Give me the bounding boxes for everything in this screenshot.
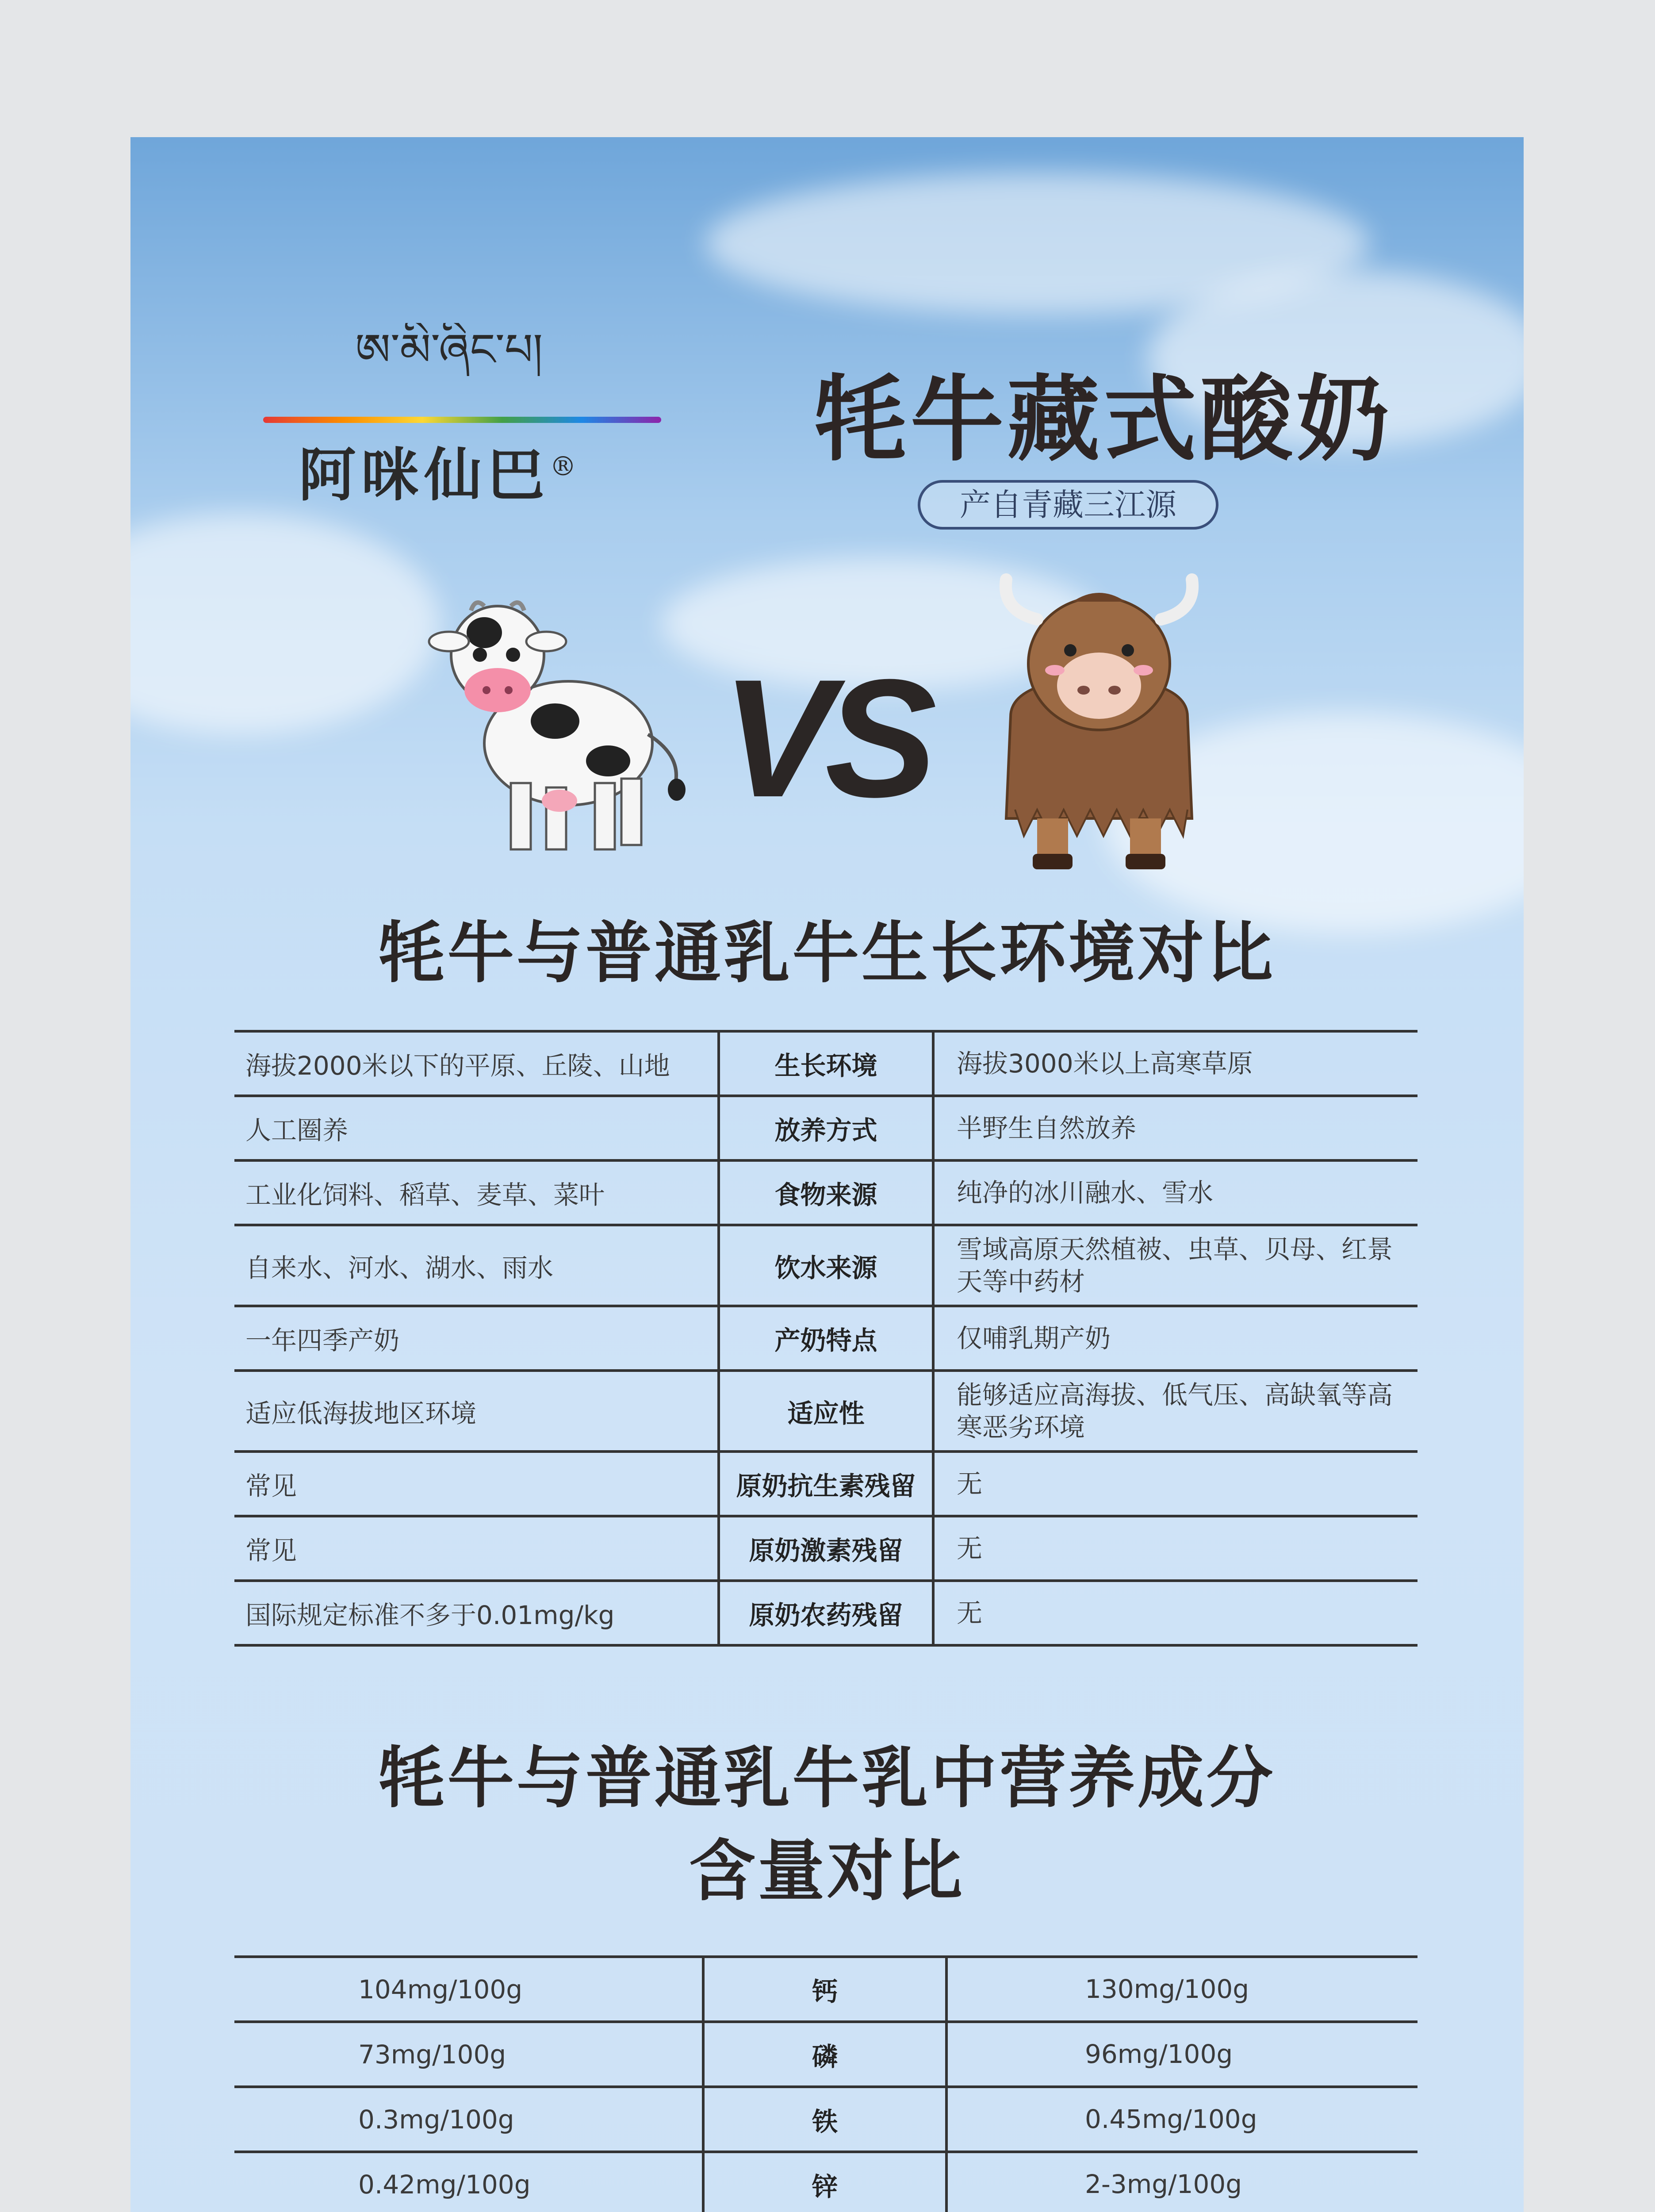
- nutrition-title-line2: 含量对比: [689, 1833, 965, 1910]
- yak-value-cell: 纯净的冰川融水、雪水: [933, 1160, 1417, 1225]
- yak-value-cell: 雪域高原天然植被、虫草、贝母、红景天等中药材: [933, 1225, 1417, 1306]
- attribute-cell: 磷: [703, 2022, 946, 2087]
- yak-value-cell: 海拔3000米以上高寒草原: [933, 1031, 1417, 1096]
- attribute-cell: 产奶特点: [719, 1306, 933, 1371]
- attribute-cell: 原奶农药残留: [719, 1581, 933, 1645]
- cloud: [130, 513, 440, 734]
- poster: [130, 137, 1524, 2212]
- yak-value-cell: 能够适应高海拔、低气压、高缺氧等高寒恶劣环境: [933, 1371, 1417, 1452]
- registered-mark: ®: [550, 451, 582, 482]
- logo-rainbow-bar: [263, 417, 661, 423]
- nutrition-table: [234, 1955, 1417, 2212]
- cow-value-cell: 工业化饲料、稻草、麦草、菜叶: [234, 1160, 719, 1225]
- brand-name: 阿咪仙巴: [299, 441, 550, 509]
- attribute-cell: 食物来源: [719, 1160, 933, 1225]
- attribute-cell: 锌: [703, 2152, 946, 2212]
- table-row: [234, 1225, 1417, 1306]
- cow-value-cell: 常见: [234, 1452, 719, 1516]
- table-row: [234, 2152, 1417, 2212]
- cow-value-cell: 国际规定标准不多于0.01mg/kg: [234, 1581, 719, 1645]
- yak-value-cell: 半野生自然放养: [933, 1096, 1417, 1160]
- cow-value-cell: 海拔2000米以下的平原、丘陵、山地: [234, 1031, 719, 1096]
- cow-value-cell: 自来水、河水、湖水、雨水: [234, 1225, 719, 1306]
- table-row: [234, 1306, 1417, 1371]
- origin-badge: 产自青藏三江源: [918, 480, 1218, 530]
- nutrition-title-line1: 牦牛与普通乳牛乳中营养成分: [378, 1740, 1276, 1817]
- yak-value-cell: 130mg/100g: [946, 1957, 1417, 2022]
- attribute-cell: 钙: [703, 1957, 946, 2022]
- cow-value-cell: 一年四季产奶: [234, 1306, 719, 1371]
- cow-value-cell: 人工圈养: [234, 1096, 719, 1160]
- attribute-cell: 生长环境: [719, 1031, 933, 1096]
- attribute-cell: 放养方式: [719, 1096, 933, 1160]
- nutrition-section-title: [130, 1732, 1524, 1918]
- dairy-cow-icon: [422, 588, 697, 863]
- yak-value-cell: 无: [933, 1516, 1417, 1581]
- product-title: 牦牛藏式酸奶: [814, 365, 1393, 474]
- yak-value-cell: 无: [933, 1581, 1417, 1645]
- attribute-cell: 铁: [703, 2087, 946, 2152]
- versus-label: VS: [721, 644, 928, 832]
- cow-value-cell: 0.42mg/100g: [234, 2152, 703, 2212]
- table-row: [234, 1957, 1417, 2022]
- yak-mascot-icon: [984, 571, 1214, 872]
- yak-value-cell: 无: [933, 1452, 1417, 1516]
- tibetan-logo-text: [221, 323, 677, 376]
- yak-value-cell: 0.45mg/100g: [946, 2087, 1417, 2152]
- table-row: [234, 1031, 1417, 1096]
- table-row: [234, 1516, 1417, 1581]
- table-row: [234, 2022, 1417, 2087]
- table-row: [234, 2087, 1417, 2152]
- attribute-cell: 适应性: [719, 1371, 933, 1452]
- table-row: [234, 1581, 1417, 1645]
- table-row: [234, 1160, 1417, 1225]
- cow-value-cell: 104mg/100g: [234, 1957, 703, 2022]
- env-section-title: 牦牛与普通乳牛生长环境对比: [378, 915, 1276, 992]
- tibetan-brand: ཨ་མི་ཞིང་པ།: [355, 324, 543, 376]
- cow-value-cell: 0.3mg/100g: [234, 2087, 703, 2152]
- attribute-cell: 饮水来源: [719, 1225, 933, 1306]
- table-row: [234, 1096, 1417, 1160]
- yak-value-cell: 2-3mg/100g: [946, 2152, 1417, 2212]
- environment-table: [234, 1030, 1417, 1647]
- brand-logo: [299, 429, 652, 509]
- attribute-cell: 原奶抗生素残留: [719, 1452, 933, 1516]
- yak-value-cell: 仅哺乳期产奶: [933, 1306, 1417, 1371]
- cow-value-cell: 73mg/100g: [234, 2022, 703, 2087]
- table-row: [234, 1452, 1417, 1516]
- yak-value-cell: 96mg/100g: [946, 2022, 1417, 2087]
- table-row: [234, 1371, 1417, 1452]
- cow-value-cell: 适应低海拔地区环境: [234, 1371, 719, 1452]
- attribute-cell: 原奶激素残留: [719, 1516, 933, 1581]
- cow-value-cell: 常见: [234, 1516, 719, 1581]
